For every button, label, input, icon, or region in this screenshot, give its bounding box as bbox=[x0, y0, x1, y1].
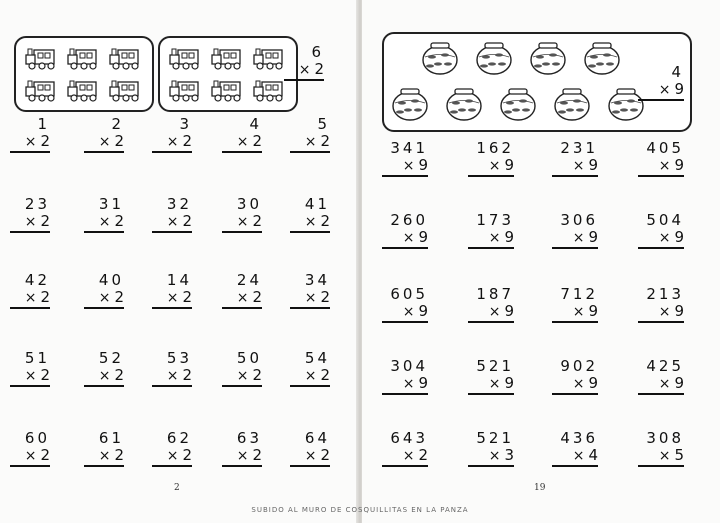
multiplicand: 173 bbox=[476, 211, 514, 229]
fishbowl-icon bbox=[477, 43, 511, 74]
multiplier: 2 bbox=[182, 366, 192, 384]
multiplicand: 2 bbox=[111, 115, 124, 133]
problem bbox=[10, 350, 50, 387]
fishbowl-icon bbox=[423, 43, 457, 74]
multiplier: 2 bbox=[182, 446, 192, 464]
multiplicand: 436 bbox=[560, 429, 598, 447]
multiplicand: 260 bbox=[390, 211, 428, 229]
times-sign: × bbox=[98, 448, 111, 464]
problem bbox=[222, 116, 262, 153]
times-sign: × bbox=[488, 448, 501, 464]
times-sign: × bbox=[236, 214, 249, 230]
problem bbox=[222, 196, 262, 233]
problem bbox=[638, 286, 684, 323]
multiplicand: 51 bbox=[24, 349, 50, 367]
multiplier: 9 bbox=[674, 302, 684, 320]
problem bbox=[222, 430, 262, 467]
header-multiplier: 9 bbox=[674, 80, 684, 98]
multiplicand: 605 bbox=[390, 285, 428, 303]
multiplier: 9 bbox=[418, 156, 428, 174]
multiplier: 9 bbox=[588, 374, 598, 392]
times-sign: × bbox=[402, 304, 415, 320]
multiplicand: 304 bbox=[390, 357, 428, 375]
multiplier: 2 bbox=[40, 212, 50, 230]
problem bbox=[552, 212, 598, 249]
multiplier: 2 bbox=[40, 288, 50, 306]
problem bbox=[84, 350, 124, 387]
fishbowl-icon bbox=[531, 43, 565, 74]
multiplicand: 902 bbox=[560, 357, 598, 375]
times-sign: × bbox=[298, 62, 311, 78]
problem bbox=[638, 358, 684, 395]
times-sign: × bbox=[166, 368, 179, 384]
times-sign: × bbox=[166, 214, 179, 230]
multiplier: 2 bbox=[40, 446, 50, 464]
multiplier: 4 bbox=[588, 446, 598, 464]
multiplicand: 50 bbox=[236, 349, 262, 367]
page-number: 2 bbox=[174, 483, 180, 493]
multiplicand: 213 bbox=[646, 285, 684, 303]
multiplier: 2 bbox=[320, 288, 330, 306]
header-multiplicand: 6 bbox=[311, 43, 324, 61]
problem bbox=[10, 272, 50, 309]
multiplier: 2 bbox=[114, 132, 124, 150]
multiplicand: 4 bbox=[249, 115, 262, 133]
train-group bbox=[16, 38, 152, 110]
problem bbox=[638, 140, 684, 177]
problem bbox=[152, 350, 192, 387]
problem bbox=[382, 212, 428, 249]
train-box-1 bbox=[14, 36, 154, 112]
times-sign: × bbox=[658, 304, 671, 320]
train-icon bbox=[68, 49, 96, 69]
problem bbox=[84, 116, 124, 153]
times-sign: × bbox=[236, 368, 249, 384]
multiplicand: 62 bbox=[166, 429, 192, 447]
multiplier: 2 bbox=[40, 366, 50, 384]
problem bbox=[10, 116, 50, 153]
fishbowl-icon bbox=[555, 89, 589, 120]
times-sign: × bbox=[304, 368, 317, 384]
train-icon bbox=[254, 81, 282, 101]
problem bbox=[84, 430, 124, 467]
multiplicand: 64 bbox=[304, 429, 330, 447]
problem bbox=[552, 430, 598, 467]
times-sign: × bbox=[488, 304, 501, 320]
multiplier: 2 bbox=[320, 212, 330, 230]
multiplicand: 425 bbox=[646, 357, 684, 375]
times-sign: × bbox=[488, 158, 501, 174]
problem bbox=[638, 430, 684, 467]
train-icon bbox=[170, 49, 198, 69]
multiplier: 2 bbox=[182, 212, 192, 230]
problem bbox=[290, 272, 330, 309]
multiplier: 9 bbox=[674, 228, 684, 246]
page-number: 19 bbox=[534, 483, 546, 493]
times-sign: × bbox=[402, 230, 415, 246]
multiplier: 2 bbox=[182, 288, 192, 306]
times-sign: × bbox=[236, 134, 249, 150]
multiplier: 9 bbox=[504, 156, 514, 174]
times-sign: × bbox=[24, 134, 37, 150]
problem bbox=[468, 430, 514, 467]
times-sign: × bbox=[304, 134, 317, 150]
footer-credit: SUBIDO AL MURO DE COSQUILLITAS EN LA PANZA bbox=[251, 506, 469, 514]
times-sign: × bbox=[236, 448, 249, 464]
header-problem bbox=[284, 44, 324, 81]
times-sign: × bbox=[304, 448, 317, 464]
multiplier: 2 bbox=[114, 366, 124, 384]
times-sign: × bbox=[572, 230, 585, 246]
times-sign: × bbox=[166, 448, 179, 464]
problem bbox=[152, 430, 192, 467]
multiplicand: 341 bbox=[390, 139, 428, 157]
multiplicand: 306 bbox=[560, 211, 598, 229]
multiplicand: 63 bbox=[236, 429, 262, 447]
problem bbox=[152, 196, 192, 233]
times-sign: × bbox=[98, 214, 111, 230]
times-sign: × bbox=[236, 290, 249, 306]
problem bbox=[468, 358, 514, 395]
multiplier: 2 bbox=[320, 446, 330, 464]
multiplicand: 53 bbox=[166, 349, 192, 367]
multiplicand: 405 bbox=[646, 139, 684, 157]
multiplicand: 231 bbox=[560, 139, 598, 157]
times-sign: × bbox=[572, 158, 585, 174]
train-icon bbox=[212, 49, 240, 69]
problem bbox=[290, 116, 330, 153]
multiplier: 9 bbox=[674, 156, 684, 174]
problem bbox=[84, 196, 124, 233]
times-sign: × bbox=[166, 290, 179, 306]
multiplicand: 34 bbox=[304, 271, 330, 289]
multiplicand: 308 bbox=[646, 429, 684, 447]
times-sign: × bbox=[24, 290, 37, 306]
fishbowl-icon bbox=[585, 43, 619, 74]
multiplier: 2 bbox=[252, 288, 262, 306]
multiplier: 9 bbox=[504, 228, 514, 246]
train-icon bbox=[26, 49, 54, 69]
times-sign: × bbox=[488, 376, 501, 392]
multiplicand: 3 bbox=[179, 115, 192, 133]
problem bbox=[382, 286, 428, 323]
times-sign: × bbox=[98, 134, 111, 150]
multiplier: 2 bbox=[252, 366, 262, 384]
times-sign: × bbox=[572, 304, 585, 320]
problem bbox=[552, 358, 598, 395]
problem bbox=[468, 212, 514, 249]
multiplier: 2 bbox=[40, 132, 50, 150]
multiplicand: 42 bbox=[24, 271, 50, 289]
multiplicand: 52 bbox=[98, 349, 124, 367]
problem bbox=[152, 116, 192, 153]
problem bbox=[290, 196, 330, 233]
multiplier: 9 bbox=[504, 374, 514, 392]
times-sign: × bbox=[658, 158, 671, 174]
multiplicand: 24 bbox=[236, 271, 262, 289]
multiplier: 9 bbox=[588, 228, 598, 246]
times-sign: × bbox=[24, 214, 37, 230]
train-icon bbox=[170, 81, 198, 101]
problem bbox=[382, 140, 428, 177]
times-sign: × bbox=[488, 230, 501, 246]
multiplier: 2 bbox=[418, 446, 428, 464]
multiplicand: 504 bbox=[646, 211, 684, 229]
multiplier: 5 bbox=[674, 446, 684, 464]
right-page bbox=[362, 0, 720, 523]
problem bbox=[552, 140, 598, 177]
multiplicand: 5 bbox=[317, 115, 330, 133]
multiplier: 9 bbox=[674, 374, 684, 392]
multiplicand: 32 bbox=[166, 195, 192, 213]
multiplicand: 643 bbox=[390, 429, 428, 447]
multiplier: 2 bbox=[252, 212, 262, 230]
left-page bbox=[0, 0, 358, 523]
multiplier: 9 bbox=[418, 228, 428, 246]
problem bbox=[10, 430, 50, 467]
problem bbox=[552, 286, 598, 323]
multiplicand: 1 bbox=[37, 115, 50, 133]
problem bbox=[222, 350, 262, 387]
train-icon bbox=[110, 49, 138, 69]
fishbowl-icon bbox=[447, 89, 481, 120]
problem bbox=[10, 196, 50, 233]
train-icon bbox=[26, 81, 54, 101]
train-icon bbox=[212, 81, 240, 101]
multiplier: 2 bbox=[114, 446, 124, 464]
times-sign: × bbox=[24, 368, 37, 384]
multiplicand: 162 bbox=[476, 139, 514, 157]
times-sign: × bbox=[658, 448, 671, 464]
header-multiplicand: 4 bbox=[671, 63, 684, 81]
problem bbox=[638, 212, 684, 249]
times-sign: × bbox=[572, 448, 585, 464]
multiplier: 2 bbox=[320, 366, 330, 384]
problem bbox=[468, 140, 514, 177]
multiplier: 9 bbox=[418, 302, 428, 320]
multiplicand: 23 bbox=[24, 195, 50, 213]
times-sign: × bbox=[24, 448, 37, 464]
header-problem bbox=[638, 64, 684, 101]
multiplicand: 521 bbox=[476, 357, 514, 375]
train-icon bbox=[110, 81, 138, 101]
multiplicand: 712 bbox=[560, 285, 598, 303]
times-sign: × bbox=[304, 290, 317, 306]
times-sign: × bbox=[402, 448, 415, 464]
times-sign: × bbox=[402, 376, 415, 392]
train-icon bbox=[68, 81, 96, 101]
multiplicand: 40 bbox=[98, 271, 124, 289]
times-sign: × bbox=[98, 368, 111, 384]
train-icon bbox=[254, 49, 282, 69]
problem bbox=[382, 358, 428, 395]
multiplier: 2 bbox=[252, 446, 262, 464]
multiplicand: 54 bbox=[304, 349, 330, 367]
problem bbox=[84, 272, 124, 309]
times-sign: × bbox=[402, 158, 415, 174]
train-group bbox=[160, 38, 296, 110]
multiplier: 9 bbox=[588, 156, 598, 174]
train-box-2 bbox=[158, 36, 298, 112]
problem bbox=[152, 272, 192, 309]
multiplier: 2 bbox=[114, 212, 124, 230]
multiplier: 2 bbox=[114, 288, 124, 306]
header-multiplier: 2 bbox=[314, 60, 324, 78]
multiplicand: 187 bbox=[476, 285, 514, 303]
times-sign: × bbox=[572, 376, 585, 392]
times-sign: × bbox=[166, 134, 179, 150]
multiplicand: 521 bbox=[476, 429, 514, 447]
problem bbox=[468, 286, 514, 323]
times-sign: × bbox=[658, 82, 671, 98]
multiplier: 3 bbox=[504, 446, 514, 464]
times-sign: × bbox=[658, 376, 671, 392]
multiplicand: 61 bbox=[98, 429, 124, 447]
multiplier: 9 bbox=[588, 302, 598, 320]
times-sign: × bbox=[304, 214, 317, 230]
problem bbox=[382, 430, 428, 467]
times-sign: × bbox=[658, 230, 671, 246]
multiplicand: 41 bbox=[304, 195, 330, 213]
multiplier: 2 bbox=[252, 132, 262, 150]
multiplier: 2 bbox=[320, 132, 330, 150]
multiplier: 2 bbox=[182, 132, 192, 150]
problem bbox=[290, 430, 330, 467]
multiplier: 9 bbox=[504, 302, 514, 320]
multiplicand: 31 bbox=[98, 195, 124, 213]
multiplicand: 30 bbox=[236, 195, 262, 213]
fishbowl-icon bbox=[393, 89, 427, 120]
fishbowl-icon bbox=[501, 89, 535, 120]
multiplier: 9 bbox=[418, 374, 428, 392]
problem bbox=[290, 350, 330, 387]
times-sign: × bbox=[98, 290, 111, 306]
multiplicand: 60 bbox=[24, 429, 50, 447]
multiplicand: 14 bbox=[166, 271, 192, 289]
problem bbox=[222, 272, 262, 309]
